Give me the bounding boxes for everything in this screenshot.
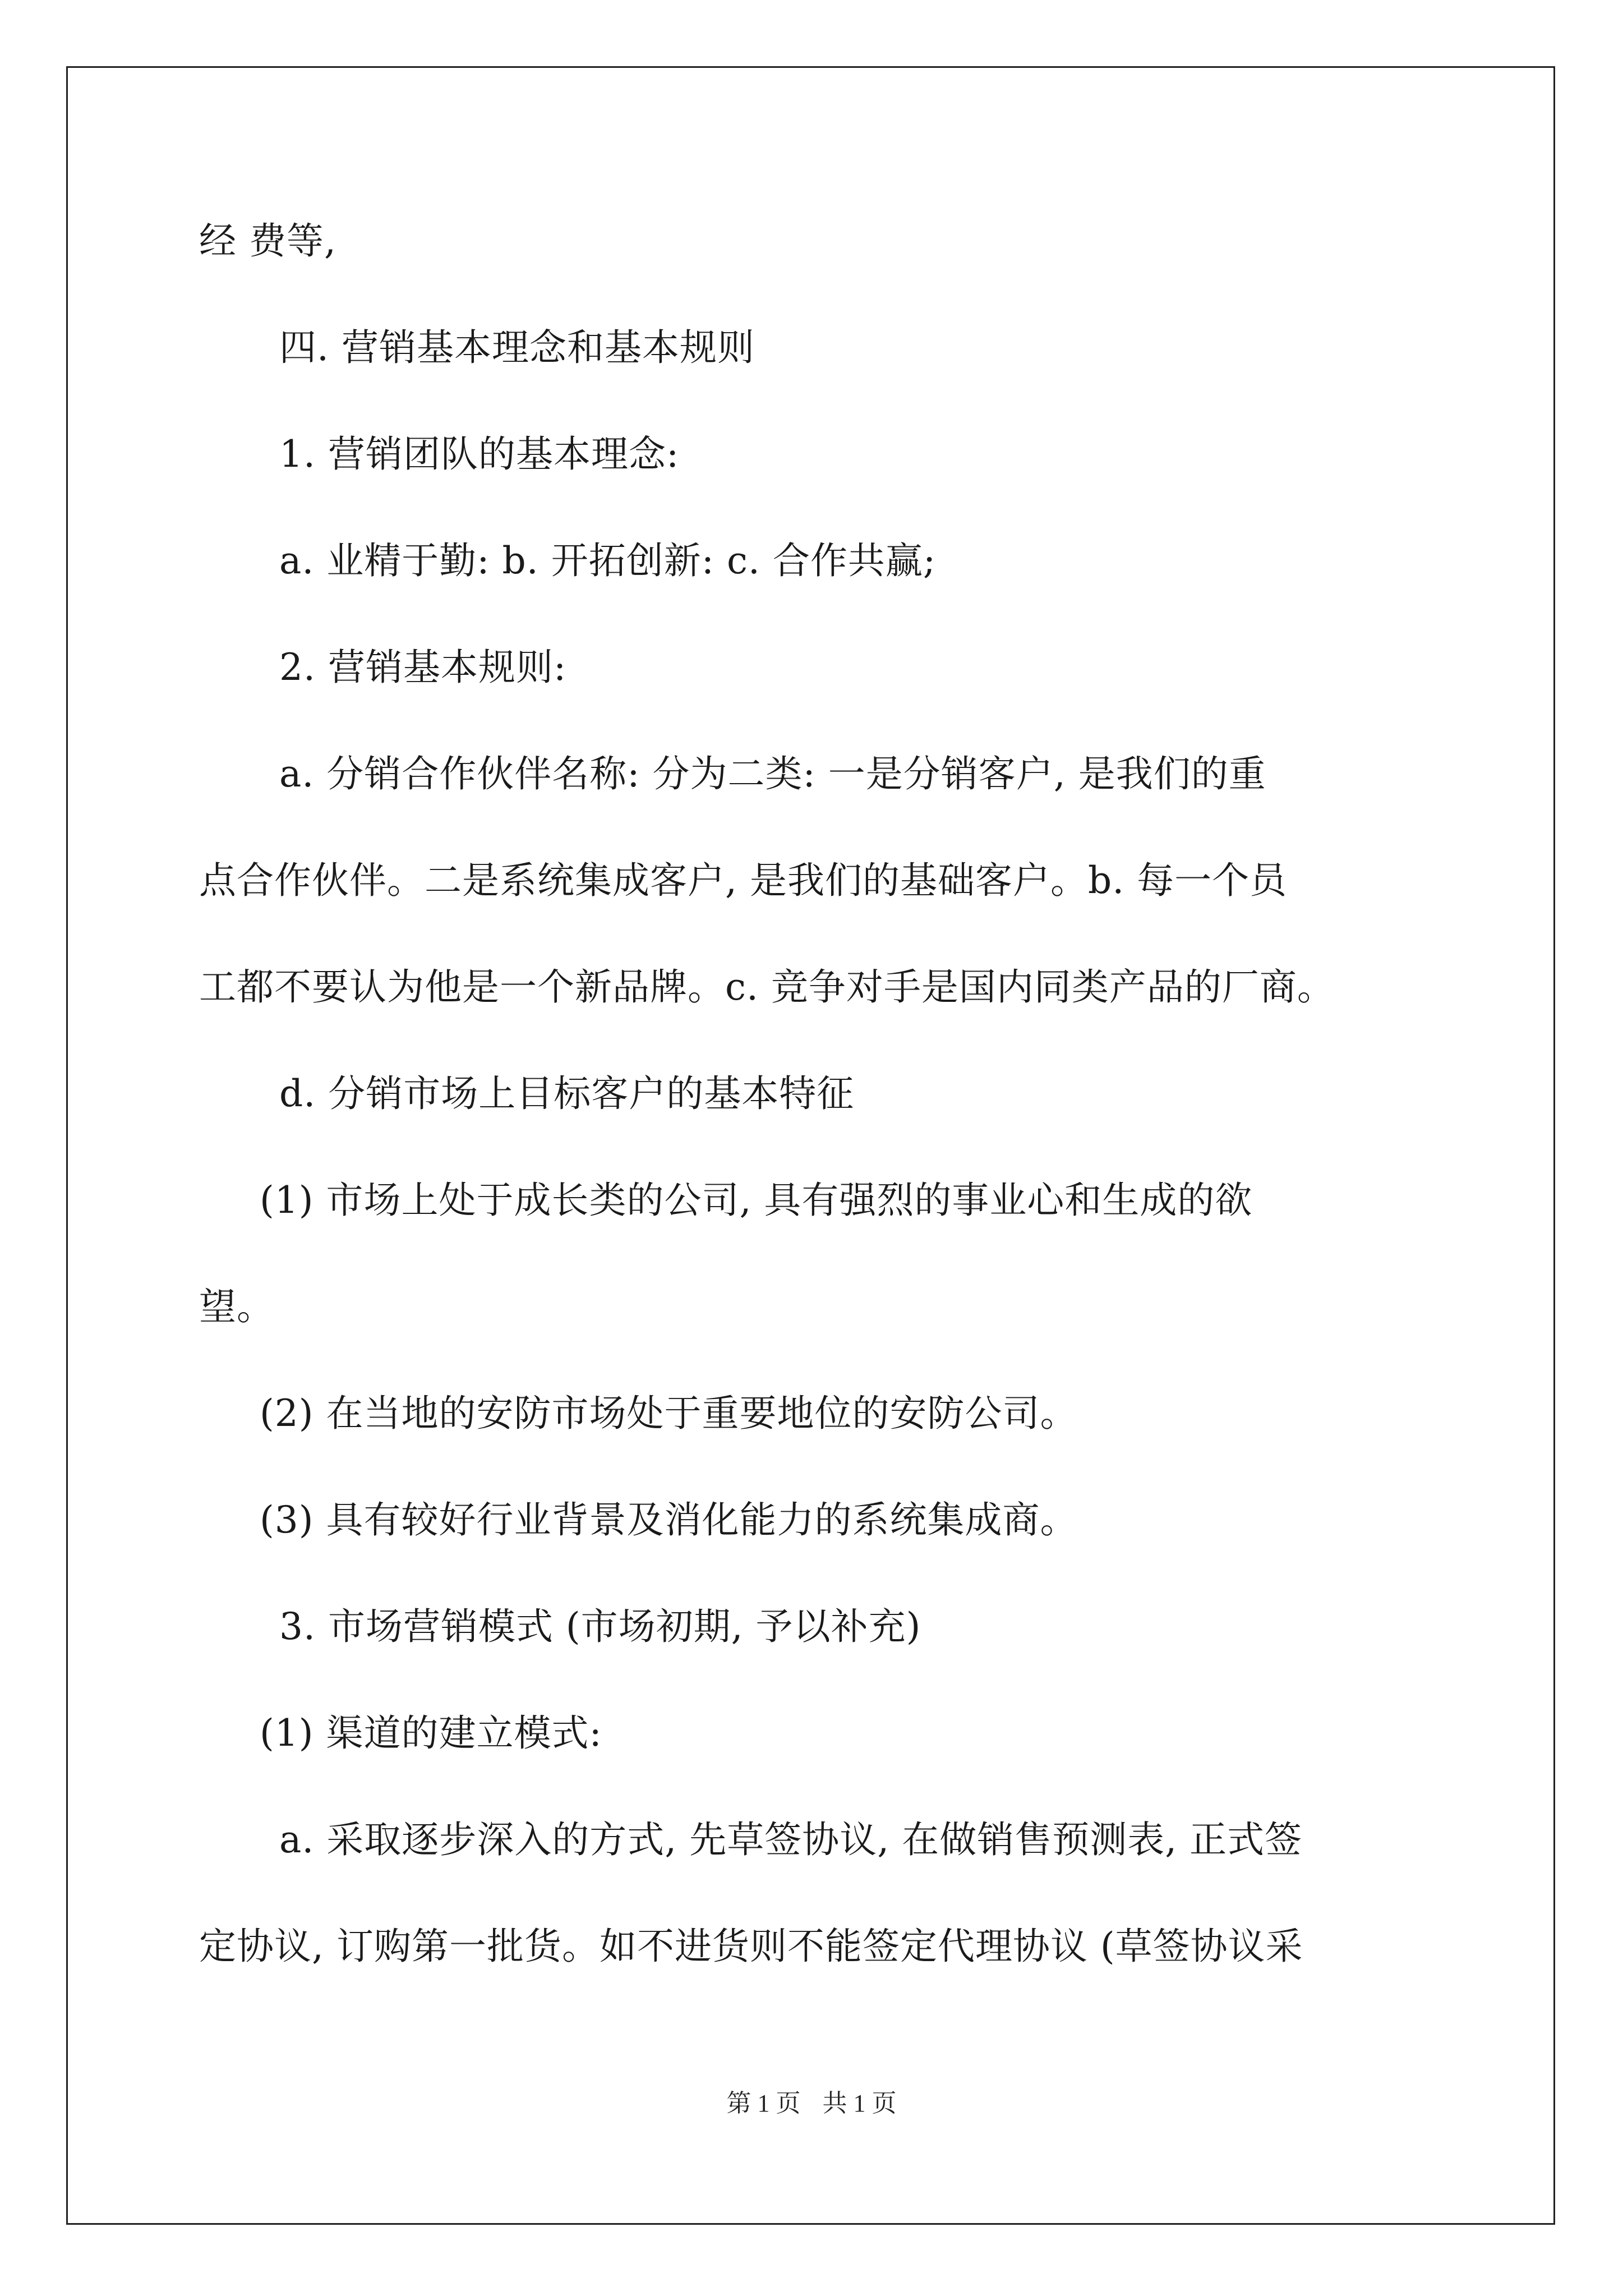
text-line: (3) 具有较好行业背景及消化能力的系统集成商。 — [260, 1498, 1078, 1542]
section-heading: 四. 营销基本理念和基本规则 — [279, 326, 755, 369]
text-line: 定协议, 订购第一批货。如不进货则不能签定代理协议 (草签协议采 — [199, 1925, 1303, 1968]
text-line: a. 业精于勤: b. 开拓创新: c. 合作共赢; — [279, 539, 937, 582]
text-line: a. 分销合作伙伴名称: 分为二类: 一是分销客户, 是我们的重 — [279, 752, 1266, 795]
text-line: 2. 营销基本规则: — [279, 646, 567, 689]
text-line: 点合作伙伴。二是系统集成客户, 是我们的基础客户。b. 每一个员 — [199, 859, 1288, 902]
text-line: 经 费等, — [199, 219, 336, 263]
text-line: (2) 在当地的安防市场处于重要地位的安防公司。 — [260, 1392, 1078, 1435]
text-line: 3. 市场营销模式 (市场初期, 予以补充) — [279, 1605, 921, 1648]
text-line: a. 采取逐步深入的方式, 先草签协议, 在做销售预测表, 正式签 — [279, 1818, 1303, 1861]
page-total: 共 1 页 — [822, 2090, 897, 2117]
text-line: (1) 市场上处于成长类的公司, 具有强烈的事业心和生成的欲 — [260, 1179, 1253, 1222]
text-line: 1. 营销团队的基本理念: — [279, 432, 680, 476]
text-line: 工都不要认为他是一个新品牌。c. 竞争对手是国内同类产品的厂商。 — [199, 965, 1335, 1009]
text-line: d. 分销市场上目标客户的基本特征 — [279, 1072, 855, 1115]
text-line: 望。 — [199, 1285, 274, 1328]
page-border — [66, 66, 1555, 2225]
text-line: (1) 渠道的建立模式: — [260, 1711, 602, 1755]
page-number: 第 1 页 — [726, 2090, 801, 2117]
page-footer — [0, 2088, 1623, 2119]
